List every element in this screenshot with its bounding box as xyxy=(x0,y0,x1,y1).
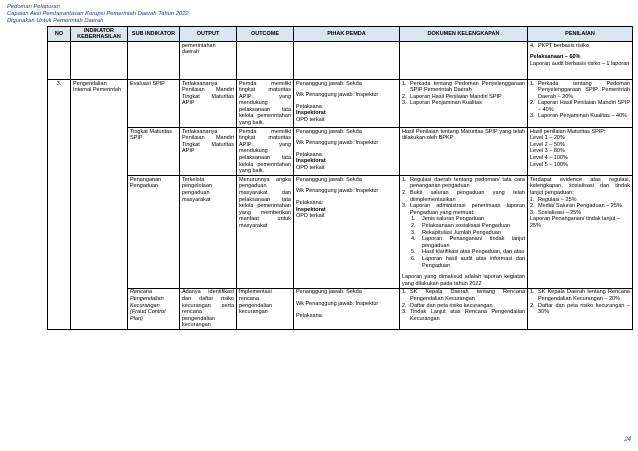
sub-indikator-cell: Evaluasi SPIP xyxy=(128,80,180,128)
list-item: 1. Regulasi daerah tentang pedoman/ tata cara penanganan pengaduan xyxy=(402,176,525,190)
output-cell: Terlaksananya Penilaian Mandiri Tingkat Maturitas APIP xyxy=(180,80,237,128)
penilaian-cell: Terdapat evidence atas regulasi, kelengkapan, sosialisasi dan tindak lanjut pengaduan: 1. Regulasi – 25% 2. Media/ Saluran Pengaduan – 25% 3. Sosialisasi – 25% Laporan Penanganan/ tindak lanjut – 25% xyxy=(528,176,633,289)
table-row xyxy=(48,80,633,128)
page-number: 24 xyxy=(624,437,631,443)
outcome-cell: Pemda memiliki tingkat maturitas APIP yang mendukung pelaksanaan tata kelola pemerintahan yang baik. xyxy=(237,128,294,176)
list-item: 2. Laporan Hasil Penilaian Mandiri SPIP xyxy=(402,93,502,100)
dokumen-note: Laporan yang dimaksud adalah laporan kegiatan yang dilakukan pada tahun 2022 xyxy=(402,274,525,287)
col-dokumen: DOKUMEN KELENGKAPAN xyxy=(400,27,528,42)
list-item: 1. Jenis saluran Pengaduan xyxy=(411,216,485,223)
list-item: 1. Regulasi – 25% xyxy=(530,196,577,203)
pihak-pemda-cell: Penanggung jawab: Sekda Wk Penanggung jawab: Inspektur Pelaksana: xyxy=(294,288,400,330)
list-item: 6. Laporan hasil audit atas informasi dari Pengaduan xyxy=(411,255,525,269)
list-item: 3. Sosialisasi – 25% xyxy=(530,209,582,216)
col-indikator: INDIKATOR KEBERHASILAN xyxy=(71,27,128,42)
col-sub-indikator: SUB INDIKATOR xyxy=(128,27,180,42)
list-item: 3. Rekapitulasi Jumlah Pengaduan xyxy=(411,229,501,236)
penilaian-cell xyxy=(528,80,633,128)
indikator-cell: Pengendalian Internal Pemerintah xyxy=(71,80,128,330)
indicator-table xyxy=(47,26,633,330)
list-item: 1. Perkada tentang Pedoman Penyelenggaraan SPIP Pemerintah Daerah – 20% xyxy=(530,80,630,100)
col-pihak-pemda: PIHAK PEMDA xyxy=(294,27,400,42)
pelaksanaan-title: Pelaksanaan – 60% xyxy=(530,54,581,61)
col-outcome: OUTCOME xyxy=(237,27,294,42)
pihak-pemda-cell: Penanggung jawab: Sekda Wk Penanggung jawab: Inspektur Pelaksana: Inspektorat OPD terkait xyxy=(294,128,400,176)
list-item: 4. Laporan Penanganan/ tindak lanjut pengaduan xyxy=(411,236,525,249)
dokumen-cell xyxy=(400,288,528,330)
header-line-1: Pedoman Pelaporan xyxy=(7,4,60,10)
list-item: 2. Daftar dan peta risiko kecurangan – 30% xyxy=(530,302,630,316)
pihak-pemda-cell: Penanggung jawab: Sekda Wk Penanggung jawab: Inspektur Pelaksana: Inspektorat OPD terkait xyxy=(294,176,400,289)
row-number: 3. xyxy=(48,80,71,330)
document-header xyxy=(7,4,189,25)
penilaian-cell: Hasil penilaian Maturitas SPIP: Level 1 – 20% Level 2 – 50% Level 3 – 80% Level 4 – 100% Level 5 – 100% xyxy=(528,128,633,176)
penilaian-cell xyxy=(528,42,633,80)
penilaian-cell xyxy=(528,288,633,330)
sub-indikator-cell: Rencana Pengendalian Kecurangan (Fraud Control Plan) xyxy=(128,288,180,330)
col-penilaian: PENILAIAN xyxy=(528,27,633,42)
table-row xyxy=(48,176,633,289)
output-cell: Adanya identifikasi dan daftar risiko kecurangan serta rencana pengendalian kecurangan xyxy=(180,288,237,330)
pihak-pemda-cell: Penanggung jawab: Sekda Wk Penanggung jawab: Inspektur Pelaksana: Inspektorat OPD terkait xyxy=(294,80,400,128)
list-item: 3. Laporan administrasi penerimaan laporan Pengaduan yang memuat: xyxy=(402,203,525,216)
list-item: 1. SK Kepala Daerah tentang Rencana Pengendalian Kecurangan – 20% xyxy=(530,289,630,302)
dokumen-cell xyxy=(400,80,528,128)
list-item: 5. Hasil klarifikasi atas Pengaduan, dan atau xyxy=(411,249,525,256)
list-item: 2. Bukti saluran pengaduan yang telah diimplementasikan xyxy=(402,190,525,203)
list-item: 2. Media/ Saluran Pengaduan – 25% xyxy=(530,203,622,210)
table-row xyxy=(48,42,633,80)
list-item: 3. Laporan Penjaminan Kualitas – 40% xyxy=(530,113,627,120)
table-row xyxy=(48,288,633,330)
list-item: 3. Tindak Lanjut atas Rencana Pengendalian Kecurangan xyxy=(402,309,525,322)
header-line-2: Capaian Aksi Pemberantasan Korupsi Pemerintah Daerah Tahun 2022 xyxy=(7,11,189,17)
list-item: 1. Perkada tentang Pedoman Penyelenggaraan SPIP Pemerintah Daerah xyxy=(402,80,525,94)
list-item: 1. SK Kepala Daerah tentang Rencana Pengendalian Kecurangan xyxy=(402,289,525,302)
list-item: 2. Pelaksanaan sosialisasi Pengaduan xyxy=(411,222,511,229)
outcome-cell: Implementasi rencana pengendalian kecurangan xyxy=(237,288,294,330)
table-header-row xyxy=(48,27,633,42)
sub-indikator-cell: Penanganan Pengaduan xyxy=(128,176,180,289)
list-item: 2. Daftar dan peta risiko kecurangan xyxy=(402,302,493,309)
list-item: 2. Laporan Hasil Penilaian Mandiri SPIP – 40% xyxy=(530,100,630,113)
col-no: NO xyxy=(48,27,71,42)
dokumen-cell xyxy=(400,176,528,289)
list-item: 4. PKPT berbasis risiko xyxy=(530,42,589,49)
output-cell: Terlaksananya Penilaian Mandiri Tingkat Maturitas APIP xyxy=(180,128,237,176)
output-cell: pemerintahan daerah xyxy=(180,42,237,80)
header-line-3: Digunakan Untuk Pemerintah Daerah xyxy=(7,18,104,24)
dokumen-cell: Hasil Penilaian tentang Maturitas SPIP yang telah dilakukan oleh BPKP xyxy=(400,128,528,176)
list-item: 3. Laporan Penjaminan Kualitas xyxy=(402,100,482,107)
sub-indikator-cell: Tingkat Maturitas SPIP xyxy=(128,128,180,176)
pelaksanaan-text: Laporan audit berbasis risiko – 1 laporan xyxy=(530,60,630,67)
output-cell: Terkelola pengelolaan pengaduan masyarakat xyxy=(180,176,237,289)
table-row xyxy=(48,128,633,176)
outcome-cell: Menurunnya angka pengaduan masyarakat dan pelaksanaan tata kelola pemerintahan yang memberikan manfaat untuk masyarakat xyxy=(237,176,294,289)
outcome-cell: Pemda memiliki tingkat maturitas APIP yang mendukung pelaksanaan tata kelola pemerintahan yang baik. xyxy=(237,80,294,128)
col-output: OUTPUT xyxy=(180,27,237,42)
